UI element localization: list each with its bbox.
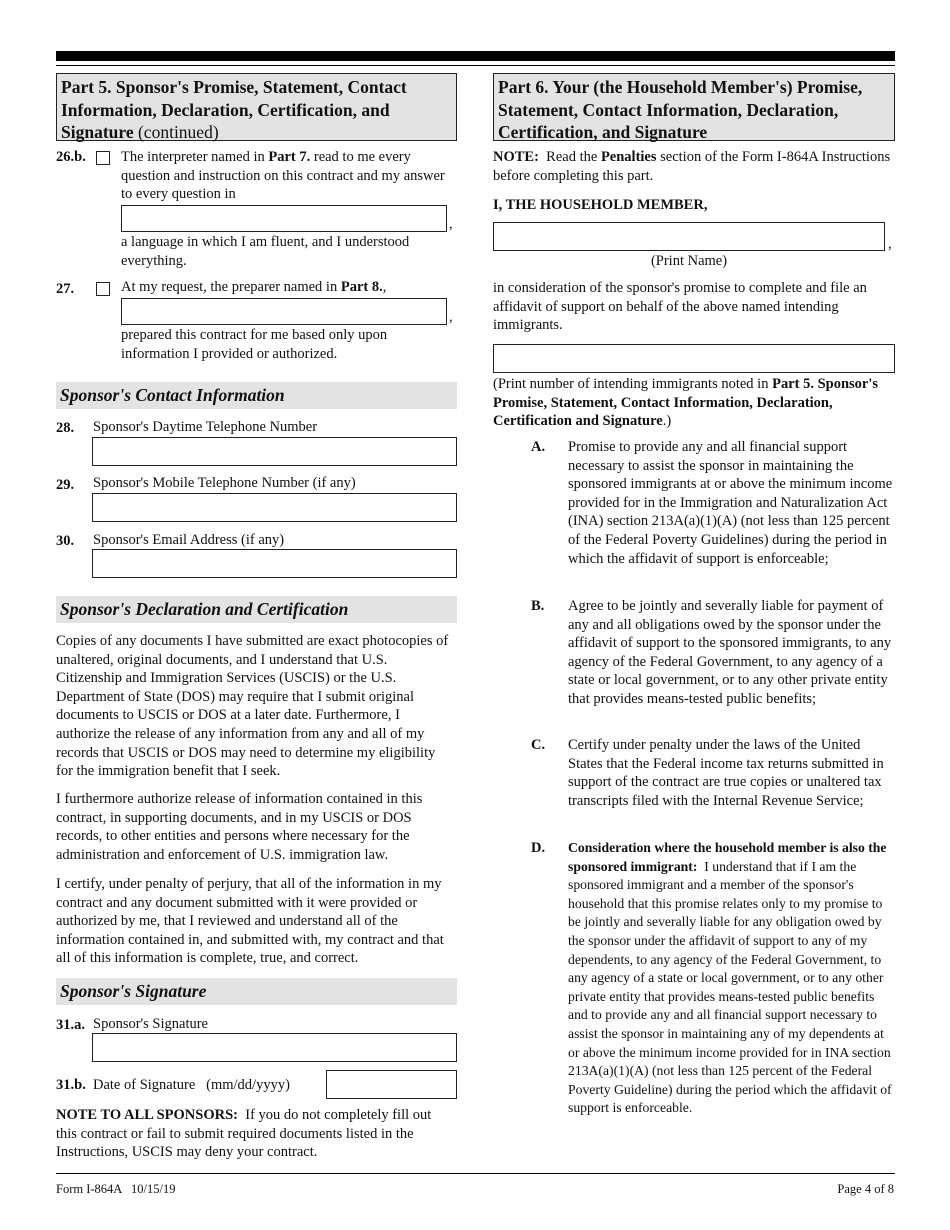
q31b-number: 31.b. [56,1077,86,1093]
q26b-after-text: a language in which I am fluent, and I understood everything. [121,234,410,269]
q30-number: 30. [56,533,75,549]
part6-note-post: section of the Form I-864A Instructions before completing this part. [493,149,891,184]
q27-number: 27. [56,281,75,297]
name-comma: , [888,236,892,252]
part5-title: Part 5. Sponsor's Promise, Statement, Contact Information, Declaration, Certification, and Signature [61,77,407,142]
consideration-text: in consideration of the sponsor's promise to complete and file an affidavit of support on behalf of the above named intending immigrants. [493,280,867,334]
q31a-label: Sponsor's Signature [93,1016,208,1032]
top-rule-thin [56,65,895,66]
household-member-name-input[interactable] [493,222,885,251]
declaration-heading: Sponsor's Declaration and Certification [56,596,457,623]
item-a-letter: A. [531,439,546,455]
item-c-letter: C. [531,737,546,753]
q26b-text [121,148,451,204]
part6-note-label: NOTE: [493,149,539,165]
email-input[interactable] [92,549,457,578]
q26b-checkbox[interactable] [96,151,110,165]
top-rule-thick [56,51,895,61]
item-d-text [568,839,895,1118]
q26b-ref: Part 7. [268,149,311,165]
item-d-letter: D. [531,840,546,856]
mobile-phone-input[interactable] [92,493,457,522]
q26b-text-post: read to me every question and instruction on this contract and my answer to every question in [121,149,445,203]
q31a-number: 31.a. [56,1017,85,1033]
part6-note-penalties: Penalties [600,149,657,165]
item-a-text: Promise to provide any and all financial support necessary to assist the sponsor in maintaining the sponsored immigrants at or above the minimum income provided for in the Immigration and Naturalization Act (INA) section 213A(a)(1)(A) (not less than 125 percent of the Federal Poverty Guidelines) during the period in which the affidavit of support is enforceable; [568,439,893,567]
signature-heading: Sponsor's Signature [56,978,457,1005]
declaration-paragraph-3: I certify, under penalty of perjury, that all of the information in my contract and any document submitted with it were provided or authorized by me, that I reviewed and understand all of the information contained in, and submitted with, my contract and that all of this information is complete, true, and correct. [56,876,444,967]
part5-heading [56,73,457,141]
q26b-number: 26.b. [56,149,86,165]
print-number-post: .) [662,413,672,430]
q26b-text-pre: The interpreter named in [121,149,269,165]
q27-comma: , [449,309,453,325]
item-b-letter: B. [531,598,545,614]
print-name-caption: (Print Name) [650,253,728,269]
footer-page-number: Page 4 of 8 [837,1182,894,1196]
q27-after-text: prepared this contract for me based only upon information I provided or authorized. [121,327,388,362]
q27-ref: Part 8. [340,279,383,295]
q29-label: Sponsor's Mobile Telephone Number (if any) [93,475,356,491]
household-member-label: I, THE HOUSEHOLD MEMBER, [493,197,708,213]
print-number-caption [493,375,895,431]
number-of-immigrants-input[interactable] [493,344,895,373]
q26b-comma: , [449,216,453,232]
footer-form-id: Form I-864A 10/15/19 [56,1182,176,1196]
q30-label: Sponsor's Email Address (if any) [93,532,285,548]
declaration-paragraph-1: Copies of any documents I have submitted are exact photocopies of unaltered, original documents, and I understand that U.S. Citizenship and Immigration Services (USCIS) or the U.S. Department of State (DOS) may require that I submit original documents to USCIS or DOS at a later date. Furthermore, I authorize the release of any information from any and all of my records that USCIS or DOS may need to determine my eligibility for the immigration benefit that I seek. [56,633,449,780]
item-b-text: Agree to be jointly and severally liable for payment of any and all obligations owed by the sponsor under the affidavit of support to the sponsored immigrants, to any agency of the Federal Government, to any agency of a state or local government, or to any other private entity that provides means-tested public benefits; [568,598,892,707]
q27-text-pre: At my request, the preparer named in [121,279,341,295]
q28-label: Sponsor's Daytime Telephone Number [93,419,318,435]
note-to-sponsors-label: NOTE TO ALL SPONSORS: [56,1107,238,1123]
part6-note-pre: Read the [538,149,601,165]
item-d-bold: Consideration where the household member is also the sponsored immigrant: [568,840,887,874]
part6-heading: Part 6. Your (the Household Member's) Promise, Statement, Contact Information, Declaration, Certification, and Signature [493,73,895,141]
print-number-pre: (Print number of intending immigrants noted in [493,376,773,392]
footer-rule [56,1173,895,1174]
q27-text-post: , [382,279,387,295]
part5-continued: (continued) [137,122,219,142]
sponsor-signature-input[interactable] [92,1033,457,1062]
q31b-label: Date of Signature (mm/dd/yyyy) [93,1077,290,1093]
part6-note [493,148,893,185]
q27-text [121,278,451,297]
note-to-sponsors [56,1106,454,1162]
item-c-text: Certify under penalty under the laws of the United States that the Federal income tax returns submitted in support of the contract are true copies or unaltered tax transcripts filed with the Internal Revenue Service; [568,737,884,809]
print-number-bold: Part 5. Sponsor's Promise, Statement, Contact Information, Declaration, Certification and Signature [493,376,879,430]
declaration-paragraph-2: I furthermore authorize release of information contained in this contract, in supporting documents, and in my USCIS or DOS records, to other entities and persons where necessary for the administration and enforcement of U.S. immigration law. [56,791,423,863]
contact-info-heading: Sponsor's Contact Information [56,382,457,409]
daytime-phone-input[interactable] [92,437,457,466]
q27-checkbox[interactable] [96,282,110,296]
q28-number: 28. [56,420,75,436]
q27-preparer-input[interactable] [121,298,447,325]
note-to-sponsors-text: If you do not completely fill out this contract or fail to submit required documents listed in the Instructions, USCIS may deny your contract. [56,1107,435,1161]
q29-number: 29. [56,477,75,493]
q26b-language-input[interactable] [121,205,447,232]
item-d-body: I understand that if I am the sponsored immigrant and a member of the sponsor's household that this promise relates only to my promise to be jointly and severally liable for any obligation owed by the sponsor under the affidavit of support to any of my dependents, to any agency of the Federal Government, to any agency of a state or local government, or to any other private entity that provides means-tested public benefits and to provide any and all financial support necessary to assist the sponsor in maintaining any of my dependents at or above the minimum income provided for in INA section 213A(a)(1)(A) (not less than 125 percent of the Federal Poverty Guideline) during the period which the affidavit of support is enforceable. [568,858,896,1116]
date-of-signature-input[interactable] [326,1070,457,1099]
